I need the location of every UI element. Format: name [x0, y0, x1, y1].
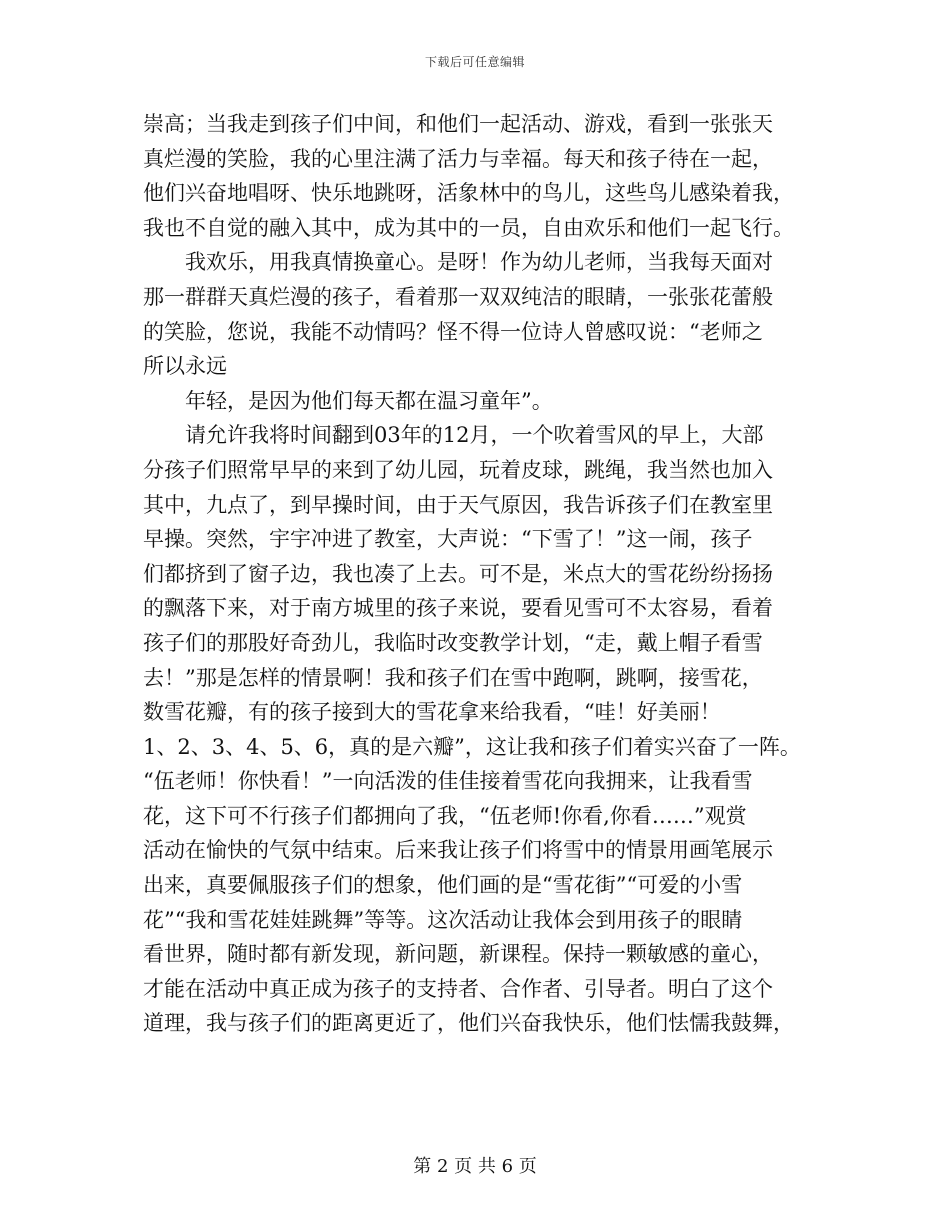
- text-line: 的飘落下来，对于南方城里的孩子来说，要看见雪可不太容易，看着: [143, 596, 773, 621]
- text-line: 道理，我与孩子们的距离更近了，他们兴奋我快乐，他们怯懦我鼓舞，: [143, 1011, 794, 1036]
- text-line: 我也不自觉的融入其中，成为其中的一员，自由欢乐和他们一起飞行。: [143, 215, 794, 240]
- page-header: 下载后可任意编辑: [424, 55, 525, 69]
- text-line: 早操。突然，宇宇冲进了教室，大声说：“下雪了！”这一闹，孩子: [143, 527, 753, 552]
- text-line: 1、2、3、4、5、6，真的是六瓣”，这让我和孩子们着实兴奋了一阵。: [143, 734, 801, 759]
- text-line: 他们兴奋地唱呀、快乐地跳呀，活象林中的鸟儿，这些鸟儿感染着我，: [143, 181, 794, 206]
- text-line: 孩子们的那股好奇劲儿，我临时改变教学计划，“走，戴上帽子看雪: [143, 630, 763, 655]
- text-line: 们都挤到了窗子边，我也凑了上去。可不是，米点大的雪花纷纷扬扬: [143, 561, 773, 586]
- text-line: 分孩子们照常早早的来到了幼儿园，玩着皮球，跳绳，我当然也加入: [143, 457, 773, 482]
- text-line: 去！”那是怎样的情景啊！我和孩子们在雪中跑啊，跳啊，接雪花，: [143, 665, 763, 690]
- text-line: 数雪花瓣，有的孩子接到大的雪花拿来给我看，“哇！好美丽！: [143, 700, 721, 725]
- text-line: 花，这下可不行孩子们都拥向了我，“伍老师!你看,你看……”观赏: [143, 803, 747, 828]
- text-line: 活动在愉快的气氛中结束。后来我让孩子们将雪中的情景用画笔展示: [143, 838, 773, 863]
- paragraph-start-line: 年轻，是因为他们每天都在温习童年”。: [185, 388, 553, 413]
- text-line: 所以永远: [143, 354, 227, 379]
- text-line: 真烂漫的笑脸，我的心里注满了活力与幸福。每天和孩子待在一起，: [143, 146, 773, 171]
- paragraph-start-line: 我欢乐，用我真情换童心。是呀！作为幼儿老师，当我每天面对: [185, 250, 773, 275]
- text-line: 那一群群天真烂漫的孩子，看着那一双双纯洁的眼睛，一张张花蕾般: [143, 284, 773, 309]
- text-line: “伍老师！你快看！”一向活泼的佳佳接着雪花向我拥来，让我看雪: [143, 769, 753, 794]
- text-line: 花”“我和雪花娃娃跳舞”等等。这次活动让我体会到用孩子的眼睛: [143, 907, 743, 932]
- text-line: 看世界，随时都有新发现，新问题，新课程。保持一颗敏感的童心，: [143, 942, 773, 967]
- text-line: 的笑脸，您说，我能不动情吗？怪不得一位诗人曾感叹说：“老师之: [143, 319, 763, 344]
- paragraph-start-line: 请允许我将时间翻到03年的12月，一个吹着雪风的早上，大部: [185, 423, 764, 448]
- text-line: 崇高；当我走到孩子们中间，和他们一起活动、游戏，看到一张张天: [143, 112, 773, 136]
- text-line: 出来，真要佩服孩子们的想象，他们画的是“雪花街”“可爱的小雪: [143, 873, 743, 898]
- document-body: [143, 107, 815, 1041]
- text-line: 其中，九点了，到早操时间，由于天气原因，我告诉孩子们在教室里: [143, 492, 773, 517]
- page-number-footer: 第 2 页 共 6 页: [413, 1156, 537, 1177]
- text-line: 才能在活动中真正成为孩子的支持者、合作者、引导者。明白了这个: [143, 976, 773, 1001]
